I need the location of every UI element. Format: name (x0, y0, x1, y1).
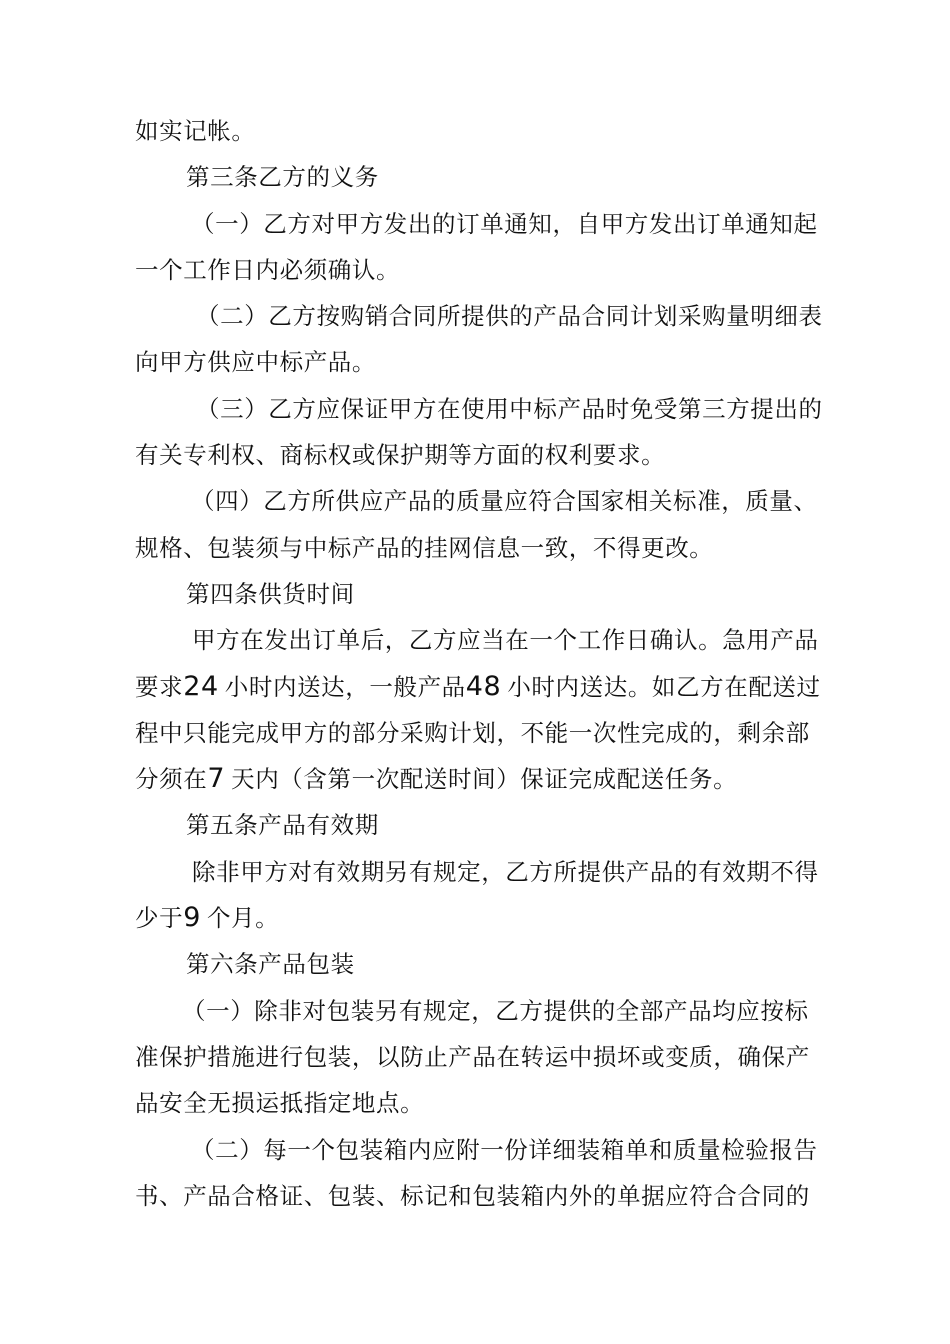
text-line: （二）乙方按购销合同所提供的产品合同计划采购量明细表 (196, 302, 823, 331)
article-heading: 第六条产品包装 (186, 950, 355, 979)
text-line: 一个工作日内必须确认。 (135, 255, 401, 284)
article-heading: 第三条乙方的义务 (186, 163, 379, 192)
text-line: 向甲方供应中标产品。 (135, 348, 376, 377)
article-heading: 第四条供货时间 (186, 579, 355, 608)
text-line: 有关专利权、商标权或保护期等方面的权利要求。 (135, 441, 666, 470)
number-text: 24 (183, 670, 225, 702)
text-line: 少于9 个月。 (135, 902, 280, 934)
document-body (0, 108, 950, 1219)
text-line: （三）乙方应保证甲方在使用中标产品时免受第三方提出的 (196, 394, 823, 423)
number-text: 48 (465, 670, 508, 702)
text-line: 准保护措施进行包装，以防止产品在转运中损坏或变质，确保产 (135, 1042, 810, 1071)
text-line: 书、产品合格证、包装、标记和包装箱内外的单据应符合合同的 (135, 1181, 810, 1210)
text-line: 品安全无损运抵指定地点。 (135, 1089, 425, 1118)
number-text: 9 (183, 902, 207, 934)
article-heading: 第五条产品有效期 (186, 811, 379, 840)
text-line: 除非甲方对有效期另有规定，乙方所提供产品的有效期不得 (192, 857, 819, 886)
text-line: 程中只能完成甲方的部分采购计划，不能一次性完成的，剩余部 (135, 718, 810, 747)
number-text: 7 (207, 763, 232, 795)
text-line: 规格、包装须与中标产品的挂网信息一致，不得更改。 (135, 533, 714, 562)
text-line: （四）乙方所供应产品的质量应符合国家相关标准，质量、 (191, 487, 818, 516)
text-line: 甲方在发出订单后，乙方应当在一个工作日确认。急用产品 (192, 626, 819, 655)
text-line: 如实记帐。 (135, 117, 256, 145)
text-line: （一）除非对包装另有规定，乙方提供的全部产品均应按标 (182, 996, 809, 1025)
text-line: 分须在7 天内（含第一次配送时间）保证完成配送任务。 (135, 763, 738, 795)
text-line: （一）乙方对甲方发出的订单通知，自甲方发出订单通知起 (191, 209, 818, 238)
text-line: （二）每一个包装箱内应附一份详细装箱单和质量检验报告 (191, 1135, 818, 1164)
text-line: 要求24 小时内送达，一般产品48 小时内送达。如乙方在配送过 (135, 670, 821, 702)
